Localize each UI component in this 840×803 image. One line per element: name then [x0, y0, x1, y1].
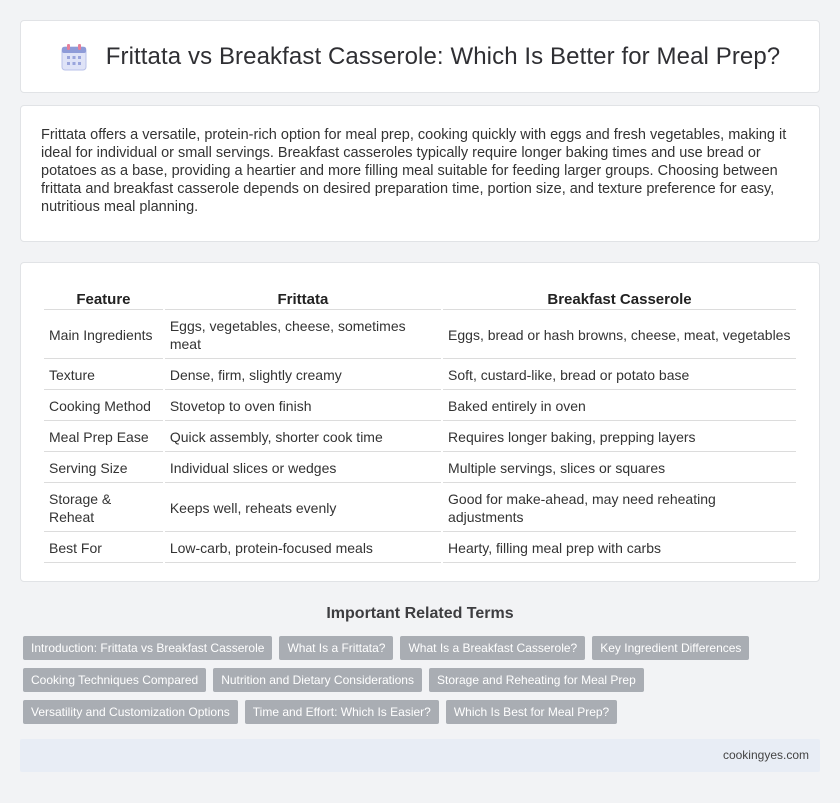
table-row [44, 422, 796, 452]
page-title: Frittata vs Breakfast Casserole: Which Is Better for Meal Prep? [105, 42, 781, 70]
tag-what-is-breakfast-casserole[interactable]: What Is a Breakfast Casserole? [400, 636, 585, 660]
tag-what-is-frittata[interactable]: What Is a Frittata? [279, 636, 393, 660]
tag-time-effort[interactable]: Time and Effort: Which Is Easier? [245, 700, 439, 724]
header-feature: Feature [44, 285, 163, 310]
intro-paragraph: Frittata offers a versatile, protein-rich option for meal prep, cooking quickly with eggs and fresh vegetables, making it ideal for individual or small servings. Breakfast casseroles typically require longer baking times and use bread or potatoes as a base, providing a heartier and more filling meal suitable for feeding larger groups. Choosing between frittata and breakfast casserole depends on desired preparation time, portion size, and texture preference for easy, nutritious meal planning. [41, 127, 787, 215]
tag-versatility[interactable]: Versatility and Customization Options [23, 700, 238, 724]
table-cell: Baked entirely in oven [443, 391, 796, 421]
tag-which-is-best[interactable]: Which Is Best for Meal Prep? [446, 700, 617, 724]
table-row [44, 453, 796, 483]
table-cell: Stovetop to oven finish [165, 391, 441, 421]
table-cell: Low-carb, protein-focused meals [165, 533, 441, 563]
table-cell: Eggs, vegetables, cheese, sometimes meat [165, 311, 441, 359]
footer-site-link[interactable]: cookingyes.com [722, 748, 809, 762]
tag-introduction[interactable]: Introduction: Frittata vs Breakfast Casserole [23, 636, 272, 660]
footer [20, 739, 820, 772]
table-cell: Main Ingredients [44, 311, 163, 359]
table-cell: Best For [44, 533, 163, 563]
table-cell: Requires longer baking, prepping layers [443, 422, 796, 452]
comparison-table-card [20, 262, 820, 582]
table-cell: Soft, custard-like, bread or potato base [443, 360, 796, 390]
table-row [44, 484, 796, 532]
table-cell: Hearty, filling meal prep with carbs [443, 533, 796, 563]
comparison-table [42, 284, 798, 564]
related-terms-title: Important Related Terms [326, 605, 514, 622]
header-card [20, 20, 820, 93]
header [60, 42, 781, 72]
table-cell: Eggs, bread or hash browns, cheese, meat, vegetables [443, 311, 796, 359]
table-cell: Serving Size [44, 453, 163, 483]
header-breakfast-casserole: Breakfast Casserole [443, 285, 796, 310]
table-cell: Individual slices or wedges [165, 453, 441, 483]
intro-card [20, 105, 820, 242]
tag-storage-reheating[interactable]: Storage and Reheating for Meal Prep [429, 668, 644, 692]
related-terms-tags [23, 636, 823, 732]
table-cell: Storage & Reheat [44, 484, 163, 532]
calendar-icon [60, 42, 88, 72]
table-cell: Multiple servings, slices or squares [443, 453, 796, 483]
table-row [44, 360, 796, 390]
tag-cooking-techniques[interactable]: Cooking Techniques Compared [23, 668, 206, 692]
header-frittata: Frittata [165, 285, 441, 310]
table-cell: Cooking Method [44, 391, 163, 421]
tag-row [23, 668, 823, 692]
tag-row [23, 700, 823, 724]
table-header-row [44, 285, 796, 310]
tag-row [23, 636, 823, 660]
table-cell: Meal Prep Ease [44, 422, 163, 452]
table-row [44, 311, 796, 359]
table-cell: Keeps well, reheats evenly [165, 484, 441, 532]
table-cell: Dense, firm, slightly creamy [165, 360, 441, 390]
table-cell: Good for make-ahead, may need reheating adjustments [443, 484, 796, 532]
table-cell: Texture [44, 360, 163, 390]
tag-nutrition-dietary[interactable]: Nutrition and Dietary Considerations [213, 668, 422, 692]
table-row [44, 533, 796, 563]
table-cell: Quick assembly, shorter cook time [165, 422, 441, 452]
table-row [44, 391, 796, 421]
tag-key-ingredient-differences[interactable]: Key Ingredient Differences [592, 636, 749, 660]
